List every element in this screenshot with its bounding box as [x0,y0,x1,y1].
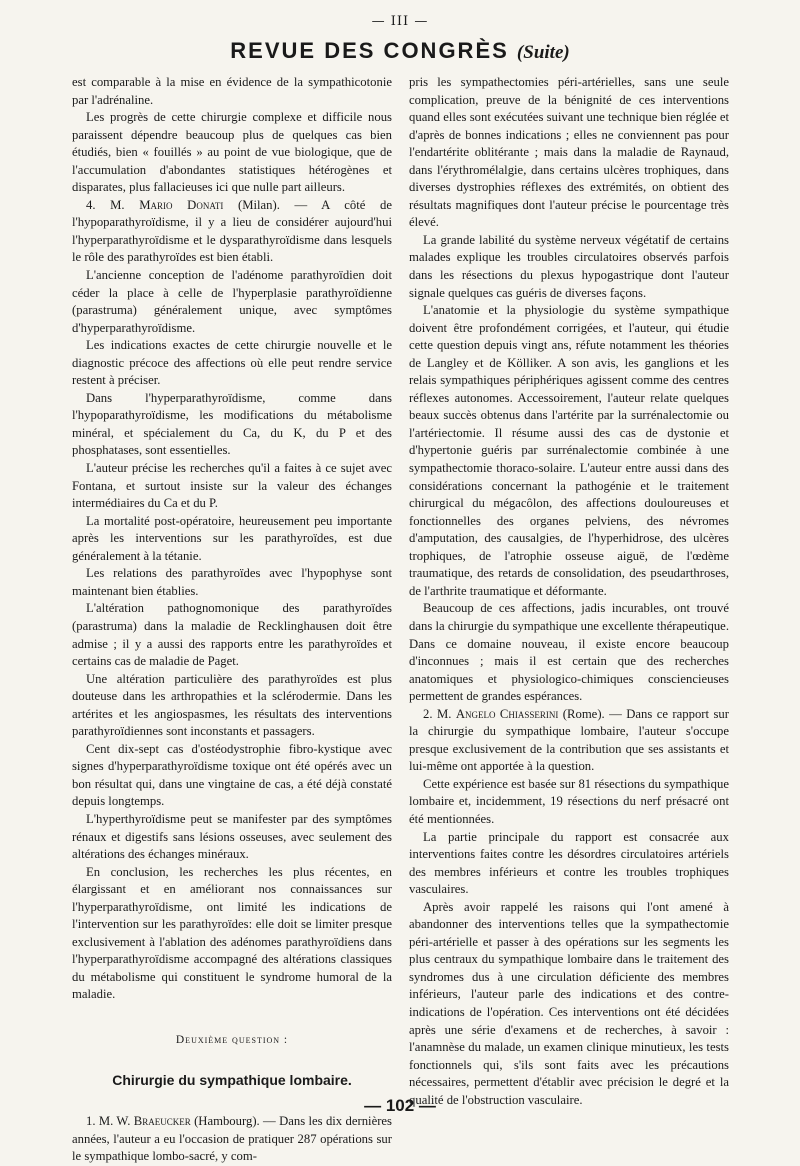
right-column [409,74,729,1109]
paragraph: est comparable à la mise en évidence de la sympathicotonie par l'adrénaline. [72,75,392,107]
author-name: Angelo Chiasserini [455,706,559,721]
author-name: Mario Donati [139,197,224,212]
paragraph: Une altération particulière des parathyroïdes est plus douteuse dans les arthropathies et la sclérodermie. Dans les artérites et les angiospasmes, les résultats des interventions parathyroïdiennes sont inconstants et passagers. [72,671,392,739]
paragraph: La grande labilité du système nerveux végétatif de certains malades explique les troubles circulatoires observés parfois dans les résections du plexus hypogastrique dont l'auteur signale quelques cas guéris de diverses façons. [409,232,729,300]
paragraph [72,1113,392,1166]
paragraph: Les indications exactes de cette chirurgie nouvelle et le diagnostic précoce des affections où elle peut rendre service restent à préciser. [72,338,392,388]
item-number: 1. M. W. [86,1114,131,1129]
paragraph: L'ancienne conception de l'adénome parathyroïdien doit céder la place à celle de l'hyperplasie parathyroïdienne (parastruma) généralement unique, avec symptômes d'hyperparathyroïdisme. [72,268,392,335]
paragraph: En conclusion, les recherches les plus récentes, en élargissant et en améliorant nos connaissances sur l'hyperparathyroïdisme, ont limité les indications de l'intervention sur les parathyroïdes: elle doit se limiter presque exclusivement à l'ablation des adénomes parathyroïdiens dans l'hyperparathyroïdisme accompagné des altérations classiques du métabolisme qui constituent le syndrome humoral de la maladie. [72,864,392,1002]
section-title: Chirurgie du sympathique lombaire. [112,1071,352,1088]
paragraph: L'altération pathognomonique des parathyroïdes (parastruma) dans la maladie de Recklinghausen doit être admise ; il y a aussi des rapports entre les parathyroïdes et certains cas de maladie de Paget. [72,601,392,669]
paragraph: La mortalité post-opératoire, heureusement peu importante après les interventions sur les parathyroïdes, est due généralement à la tétanie. [72,513,392,563]
paragraph: Cent dix-sept cas d'ostéodystrophie fibro-kystique avec signes d'hyperparathyroïdisme toxique ont été opérés avec un bon résultat qui, dans une vingtaine de cas, a été déjà constaté depuis longtemps. [72,741,392,809]
author-name: Braeucker [133,1114,191,1129]
paragraph: Beaucoup de ces affections, jadis incurables, ont trouvé dans la chirurgie du sympathique une excellente thérapeutique. Dans ce domaine nouveau, il existe encore beaucoup d'inconnues ; mais il est certain que des recherches anatomiques et physiologico-chimiques consciencieuses permettent de grandes espérances. [409,601,729,704]
left-column [72,74,392,1166]
page-title [0,38,800,64]
paragraph-text: (Rome). — Dans ce rapport sur la chirurgie du sympathique lombaire, l'auteur s'occupe presque exclusivement de la contribution que ses assistants et lui-même ont apportée à la question. [409,706,729,774]
paragraph: pris les sympathectomies péri-artérielles, sans une seule complication, preuve de la bénignité de ces interventions quand elles sont exécutées suivant une technique bien réglée et d'après de bonnes indications ; elles ne conviennent pas pour l'endartérite oblitérante ; mais dans la maladie de Raynaud, dans l'érythromélalgie, dans certains ulcères trophiques, dans diverses dystrophies réflexes des extrémités, on obtient des résultats magnifiques dont l'auteur précise le pourcentage très élevé. [409,75,729,230]
paragraph: L'auteur précise les recherches qu'il a faites à ce sujet avec Fontana, et surtout insiste sur la valeur des échanges intermédiaires du Ca et du P. [72,461,392,511]
paragraph-text: (Hambourg). — Dans les dix dernières années, l'auteur a eu l'occasion de pratiquer 287 opérations sur le sympathique lombo-sacré, y com- [72,1114,392,1164]
paragraph: Les relations des parathyroïdes avec l'hypophyse sont maintenant bien établies. [72,566,392,598]
paragraph: Cette expérience est basée sur 81 résections du sympathique lombaire et, incidemment, 19 résections du nerf présacré ont été mentionnées. [409,776,729,826]
item-number: 2. M. [423,706,452,721]
paragraph: Dans l'hyperparathyroïdisme, comme dans l'hypoparathyroïdisme, les modifications du métabolisme minéral, et spécialement du Ca, du K, du P et des phosphatases, sont essentielles. [72,390,392,458]
paragraph-text: (Milan). — A côté de l'hypoparathyroïdisme, il y a lieu de considérer aujourd'hui l'hyperparathyroïdisme et le dysparathyroïdisme dans lesquels le rôle des parathyroïdes est bien établi. [72,197,392,265]
paragraph: L'hyperthyroïdisme peut se manifester par des symptômes rénaux et digestifs sans lésions osseuses, avec seulement des altérations des échanges minéraux. [72,811,392,862]
roman-page-number: — III — [371,14,429,29]
paragraph [409,706,729,776]
paragraph: Les progrès de cette chirurgie complexe et difficile nous paraissent dépendre beaucoup plus de quelques cas bien étudiés, bien « fouillés » au point de vue biologique, que de l'accumulation d'abondantes statistiques hétérogènes et disparates, plus fallacieuses ici que nulle part ailleurs. [72,110,392,195]
paragraph: Après avoir rappelé les raisons qui l'ont amené à abandonner des interventions telles que la sympathectomie péri-artérielle et passer à des opérations sur les segments les plus centraux du sympathique lombaire dans le traitement des syndromes dus à une circulation déficiente des membres inférieurs, l'auteur parle des indications et des contre-indications de l'opération. Ces interventions ont été décidées après une série d'examens et de recherches, à savoir : l'anamnèse du malade, un examen clinique minutieux, les tests fonctionnels qui, s'ils sont faits avec les précautions nécessaires, permettent d'établir avec précision le degré et la qualité de l'obstruction vasculaire. [409,899,729,1107]
paragraph [72,197,392,267]
footer-page-number: — 102 — [364,1096,436,1115]
title-text: REVUE DES CONGRÈS [230,38,509,63]
question-heading: Deuxième question : [175,1033,289,1046]
item-number: 4. M. [86,197,125,212]
paragraph: L'anatomie et la physiologie du système sympathique doivent être profondément corrigées, et l'auteur, qui étudie cette question depuis vingt ans, réfute notamment les théories de Langley et de Kölliker. A son avis, les ganglions et les relais sympathiques périphériques agissent comme des centres réflexes autonomes. Accessoirement, l'auteur relate quelques beaux succès obtenus dans l'artérite par la surrénalectomie ou l'artériectomie. Il résume aussi des cas de dystonie et d'hypertonie guéris par surrénalectomie combinée à une sympathectomie thoraco-solaire. L'auteur entre aussi dans des considérations concernant la pathogénie et le traitement chirurgical du mégacôlon, des affections douloureuses et fonctionnelles des organes pelviens, des névromes d'amputation, des causalgies, de l'hyperhidrose, des ulcères trophiques, de l'atrophie osseuse aiguë, de l'œdème traumatique, des retards de consolidation, des pseudarthroses, de l'arthrite traumatique et déformante. [409,303,729,598]
title-suite: (Suite) [516,42,570,63]
paragraph: La partie principale du rapport est consacrée aux interventions faites contre les désordres circulatoires artériels des membres inférieurs et contre les troubles trophiques vasculaires. [409,829,729,897]
